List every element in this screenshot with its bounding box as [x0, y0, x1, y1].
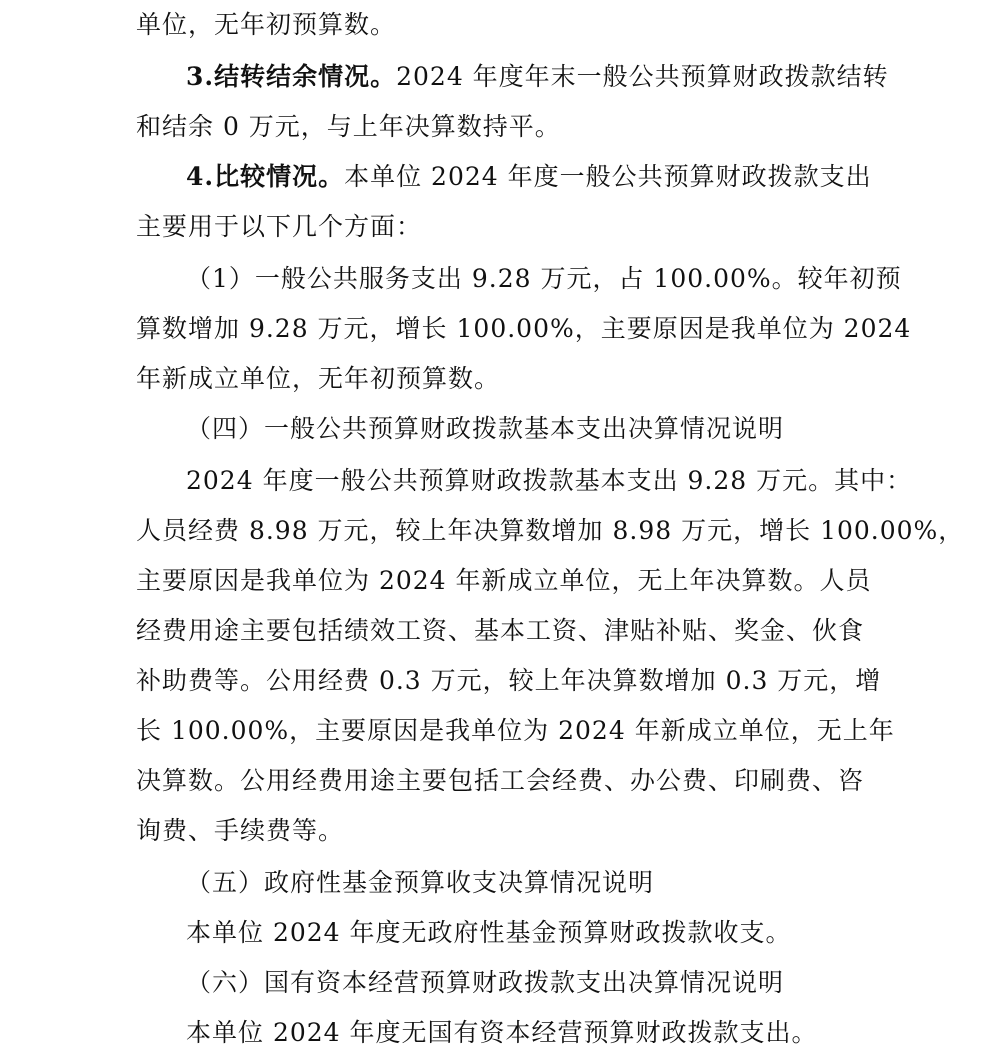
text-line: 人员经费 8.98 万元，较上年决算数增加 8.98 万元，增长 100.00%， [136, 516, 965, 545]
text-line [186, 52, 889, 102]
text-line [186, 152, 878, 202]
section-heading-carryover: 3.结转结余情况。 [186, 62, 397, 91]
section-heading-government-fund: （五）政府性基金预算收支决算情况说明 [186, 868, 655, 897]
text-line: 算数增加 9.28 万元，增长 100.00%，主要原因是我单位为 2024 [136, 314, 912, 343]
text-line: 2024 年度一般公共预算财政拨款基本支出 9.28 万元。其中： [186, 466, 913, 495]
text-line: 询费、手续费等。 [136, 816, 345, 845]
text-line: 补助费等。公用经费 0.3 万元，较上年决算数增加 0.3 万元，增 [136, 666, 882, 695]
section-heading-state-capital: （六）国有资本经营预算财政拨款支出决算情况说明 [186, 968, 785, 997]
section-heading-comparison: 4.比较情况。 [186, 162, 345, 191]
text-line: 和结余 0 万元，与上年决算数持平。 [136, 112, 561, 141]
text-line: 单位，无年初预算数。 [136, 10, 397, 39]
text-line: （1）一般公共服务支出 9.28 万元，占 100.00%。较年初预 [186, 264, 902, 293]
text-line: 长 100.00%，主要原因是我单位为 2024 年新成立单位，无上年 [136, 716, 895, 745]
paragraph-text: 2024 年度年末一般公共预算财政拨款结转 [396, 62, 889, 91]
text-line: 年新成立单位，无年初预算数。 [136, 364, 501, 393]
text-line: 经费用途主要包括绩效工资、基本工资、津贴补贴、奖金、伙食 [136, 616, 865, 645]
text-line: 主要用于以下几个方面： [136, 212, 423, 241]
text-line: 本单位 2024 年度无政府性基金预算财政拨款收支。 [186, 918, 792, 947]
paragraph-text: 本单位 2024 年度一般公共预算财政拨款支出 [344, 162, 872, 191]
text-line: 决算数。公用经费用途主要包括工会经费、办公费、印刷费、咨 [136, 766, 865, 795]
section-heading-basic-expenditure: （四）一般公共预算财政拨款基本支出决算情况说明 [186, 414, 785, 443]
text-line: 本单位 2024 年度无国有资本经营预算财政拨款支出。 [186, 1018, 818, 1047]
text-line: 主要原因是我单位为 2024 年新成立单位，无上年决算数。人员 [136, 566, 872, 595]
